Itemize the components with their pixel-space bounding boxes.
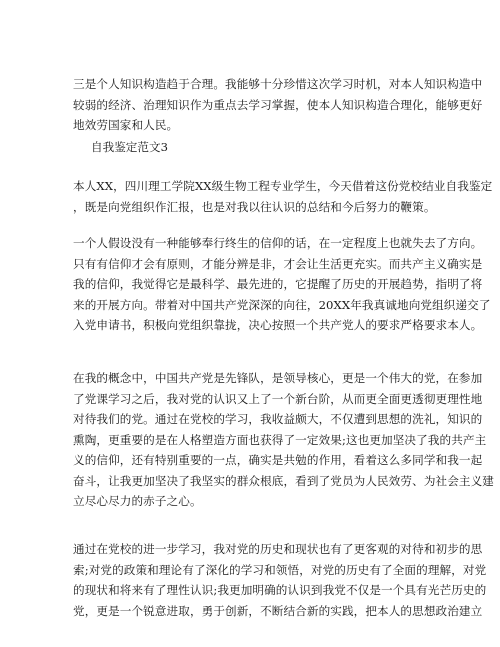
text-line: 本人XX，四川理工学院XX级生物工程专业学生，今天借着这份党校结业自我鉴定 — [73, 179, 493, 193]
section-heading: 自我鉴定范文3 — [91, 140, 168, 154]
text-line: 党，更是一个锐意进取，勇于创新，不断结合新的实践，把本人的思想政治建立 — [73, 603, 483, 618]
text-line: 只有有信仰才会有原则，才能分辨是非，才会让生活更充实。而共产主义确实是 — [73, 256, 483, 271]
text-line: 在我的概念中，中国共产党是先锋队，是领导核心，更是一个伟大的党，在参加 — [73, 371, 483, 385]
paragraph-knowledge-structure — [73, 74, 483, 136]
text-line: 义的信仰，还有特别重要的一点，确实是共勉的作用，看着这么多同学和我一起 — [73, 453, 483, 467]
text-line: 对待我们的党。通过在党校的学习，我收益颇大，不仅遭到思想的洗礼，知识的 — [73, 412, 483, 426]
text-line: 来的开展方向。带着对中国共产党深深的向往，20XX年我真诚地向党组织递交了 — [73, 297, 491, 312]
text-line: 入党申请书，积极向党组织靠拢，决心按照一个共产党人的要求严格要求本人。 — [73, 318, 483, 332]
text-line: 一个人假设没有一种能够奉行终生的信仰的话，在一定程度上也就失去了方向。 — [73, 236, 483, 250]
text-line: 奋斗，让我更加坚决了我坚实的群众根底，看到了党员为人民效劳、为社会主义建 — [73, 473, 494, 488]
text-line: 索;对党的政策和理论有了深化的学习和领悟，对党的历史有了全面的理解，对党 — [73, 562, 487, 577]
text-line: 立尽心尽力的赤子之心。 — [73, 494, 202, 508]
text-line: 三是个人知识构造趋于合理。我能够十分珍惜这次学习时机，对本人知识构造中 — [73, 77, 483, 91]
text-line: ，既是向党组织作汇报，也是对我以往认识的总结和今后努力的鞭策。 — [73, 199, 436, 214]
text-line: 通过在党校的进一步学习，我对党的历史和现状也有了更客观的对待和初步的思 — [73, 542, 483, 556]
paragraph-party-concept — [73, 368, 494, 512]
text-line: 较弱的经济、治理知识作为重点去学习掌握，使本人知识构造合理化，能够更好 — [73, 97, 483, 112]
text-line: 了党课学习之后，我对党的认识又上了一个新台阶，从而更全面更透彻更理性地 — [73, 391, 483, 406]
text-line: 的现状和将来有了理性认识;我更加明确的认识到我党不仅是一个具有光芒历史的 — [73, 583, 487, 597]
paragraph-introduction — [73, 176, 493, 217]
paragraph-further-study — [73, 539, 487, 621]
text-line: 我的信仰，我觉得它是最科学、最先进的，它提醒了历史的开展趋势，指明了将 — [73, 277, 483, 291]
text-line: 熏陶，更重要的是在人格塑造方面也获得了一定效果;这也更加坚决了我的共产主 — [73, 432, 487, 447]
paragraph-belief — [73, 233, 491, 336]
text-line: 地效劳国家和人民。 — [73, 118, 179, 132]
